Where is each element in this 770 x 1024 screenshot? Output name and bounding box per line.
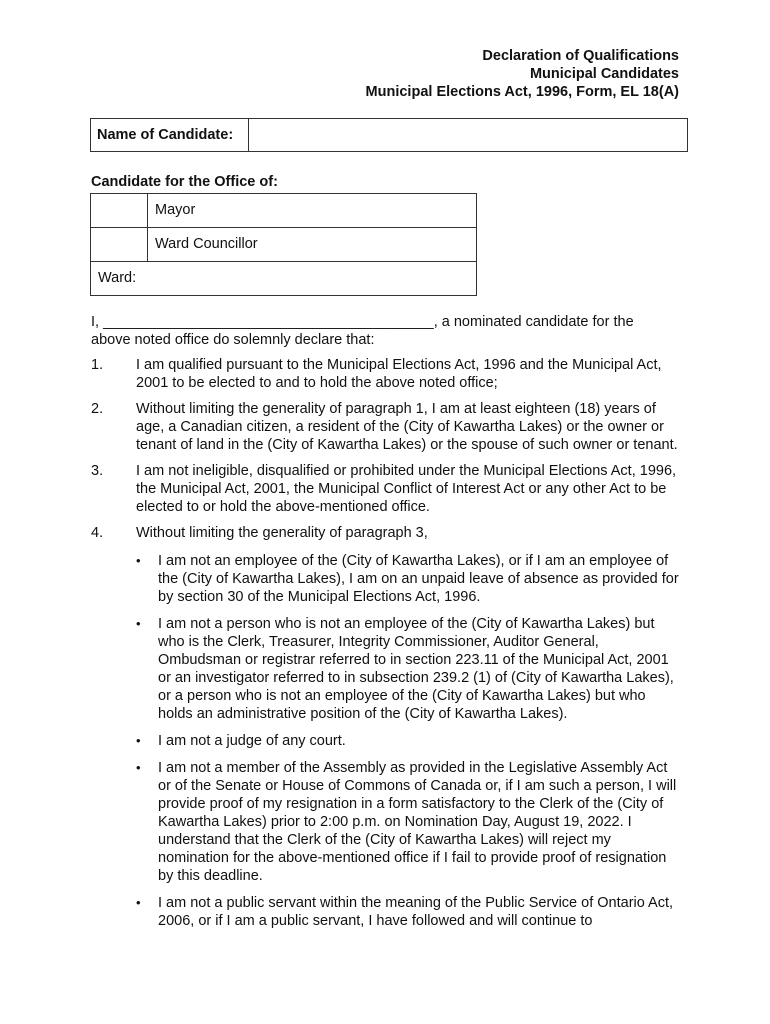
bullet-icon: • <box>136 553 141 568</box>
item-number: 4. <box>91 525 104 541</box>
office-option-mayor <box>91 194 476 228</box>
list-item <box>91 462 681 516</box>
bullet-icon: • <box>136 616 141 631</box>
sub-bullet-list <box>136 552 681 930</box>
office-heading: Candidate for the Office of: <box>91 174 278 190</box>
bullet-item <box>136 759 681 885</box>
list-item <box>91 400 681 454</box>
bullet-text: I am not a public servant within the meaning of the Public Service of Ontario Act, 2006, or if I am a public servant, I have followed and will continue to <box>158 895 674 929</box>
item-text: Without limiting the generality of paragraph 1, I am at least eighteen (18) years of age, a Canadian citizen, a resident of the (City of Kawartha Lakes) or the owner or tenant of land in the (City of Kawartha Lakes) or the spouse of such owner or tenant. <box>136 401 678 453</box>
ward-councillor-checkbox-cell[interactable] <box>91 228 148 261</box>
candidate-name-label: Name of Candidate: <box>91 119 249 151</box>
list-item <box>91 524 681 542</box>
bullet-item <box>136 894 681 930</box>
ward-row[interactable] <box>91 262 476 295</box>
form-reference: Municipal Elections Act, 1996, Form, EL 18(A) <box>365 84 679 100</box>
bullet-icon: • <box>136 760 141 775</box>
bullet-item <box>136 552 681 606</box>
declaration-list <box>91 356 681 939</box>
form-subtitle: Municipal Candidates <box>529 66 679 82</box>
bullet-icon: • <box>136 895 141 910</box>
bullet-item <box>136 615 681 723</box>
form-header <box>366 47 679 101</box>
list-item <box>91 356 681 392</box>
item-number: 2. <box>91 401 104 417</box>
form-title: Declaration of Qualifications <box>482 48 679 64</box>
bullet-item <box>136 732 681 750</box>
item-text: Without limiting the generality of paragraph 3, <box>136 525 428 541</box>
declaration-intro: I, _________________________________________, a nominated candidate for the above noted office do solemnly declare that: <box>91 314 634 348</box>
item-text: I am qualified pursuant to the Municipal Elections Act, 1996 and the Municipal Act, 2001 to be elected to and to hold the above noted office; <box>136 357 662 391</box>
bullet-text: I am not a person who is not an employee of the (City of Kawartha Lakes) but who is the Clerk, Treasurer, Integrity Commissioner, Auditor General, Ombudsman or registrar referred to in section 223.11 of the Municipal Act, 2001 or an investigator referred to in subsection 239.2 (1) of (City of Kawartha Lakes), or a person who is not an employee of the (City of Kawartha Lakes) but who holds an administrative position of the (City of Kawartha Lakes). <box>158 616 674 722</box>
candidate-name-field[interactable] <box>249 119 687 151</box>
mayor-label: Mayor <box>155 202 196 218</box>
bullet-text: I am not a judge of any court. <box>158 733 346 749</box>
mayor-checkbox-cell[interactable] <box>91 194 148 227</box>
bullet-text: I am not a member of the Assembly as provided in the Legislative Assembly Act or of the Senate or House of Commons of Canada or, if I am such a person, I will provide proof of my resignation in a form satisfactory to the Clerk of the (City of Kawartha Lakes) prior to 2:00 p.m. on Nomination Day, August 19, 2022. I understand that the Clerk of the (City of Kawartha Lakes) will reject my nomination for the above-mentioned office if I fail to provide proof of resignation by this deadline. <box>158 760 677 884</box>
bullet-icon: • <box>136 733 141 748</box>
office-option-ward-councillor <box>91 228 476 262</box>
bullet-text: I am not an employee of the (City of Kawartha Lakes), or if I am an employee of the (City of Kawartha Lakes), I am on an unpaid leave of absence as provided for by section 30 of the Municipal Elections Act, 1996. <box>158 553 679 605</box>
ward-councillor-label: Ward Councillor <box>155 236 258 252</box>
office-table <box>90 193 477 296</box>
item-number: 3. <box>91 463 104 479</box>
ward-label: Ward: <box>98 270 137 286</box>
candidate-name-table <box>90 118 688 152</box>
item-number: 1. <box>91 357 104 373</box>
item-text: I am not ineligible, disqualified or prohibited under the Municipal Elections Act, 1996, the Municipal Act, 2001, the Municipal Conflict of Interest Act or any other Act to be elected to or hold the above-mentioned office. <box>136 463 677 515</box>
